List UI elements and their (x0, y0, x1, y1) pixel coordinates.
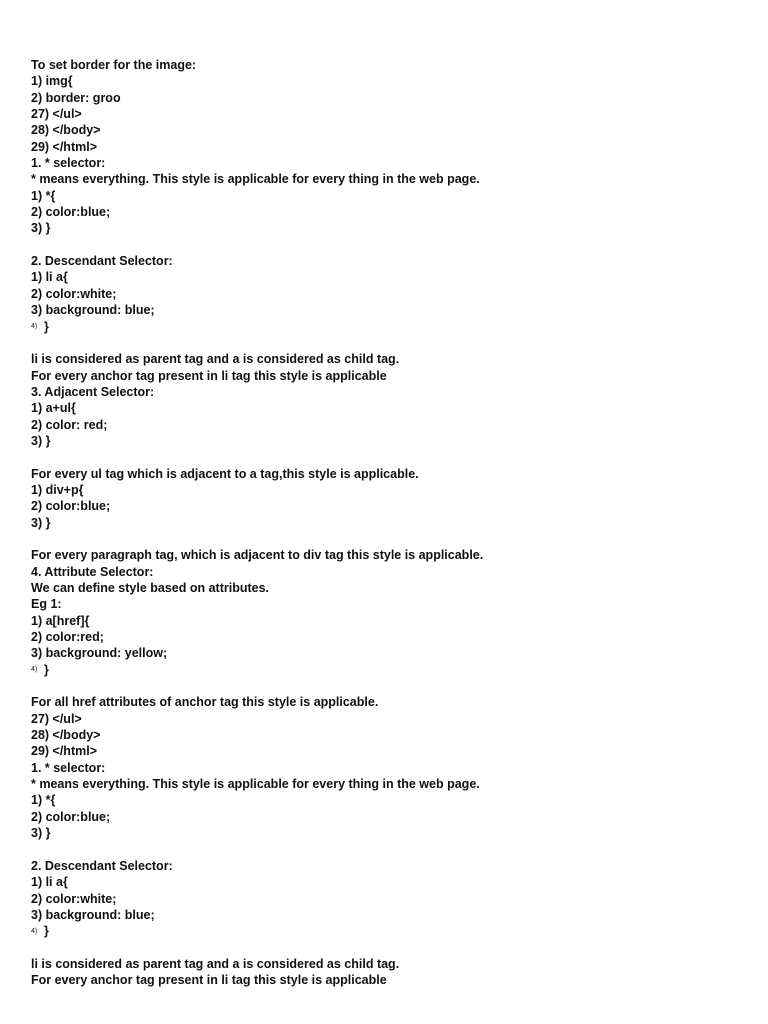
text-line: For every paragraph tag, which is adjacent to div tag this style is applicable. (31, 548, 484, 563)
text-line: 1) *{ (31, 188, 56, 203)
blank-line (31, 449, 751, 465)
text-line: 3) background: blue; (31, 907, 155, 922)
list-marker: 4) (31, 927, 38, 935)
text-line: 1) div+p{ (31, 482, 84, 497)
text-line: 2) color:blue; (31, 499, 111, 514)
text-line: For every anchor tag present in li tag this style is applicable (31, 973, 387, 988)
document-page (31, 57, 751, 989)
text-line: We can define style based on attributes. (31, 581, 270, 595)
text-line: 29) </html> (31, 139, 97, 154)
text-line: 1) img{ (31, 74, 73, 89)
text-line: 2) color:blue; (31, 809, 111, 824)
blank-line (31, 940, 751, 956)
blank-line (31, 531, 751, 547)
text-line: 27) </ul> (31, 107, 82, 122)
text-line (31, 662, 751, 678)
text-line: For all href attributes of anchor tag this style is applicable. (31, 695, 379, 710)
text-line: 3) } (31, 221, 51, 236)
text-line: Eg 1: (31, 597, 62, 612)
text-line: 27) </ul> (31, 711, 82, 726)
text-line: li is considered as parent tag and a is considered as child tag. (31, 352, 400, 367)
text-line: * means everything. This style is applicable for every thing in the web page. (31, 172, 480, 187)
text-line: 28) </body> (31, 123, 101, 138)
blank-line (31, 335, 751, 351)
list-marker: 4) (31, 666, 38, 674)
text-line: 3) } (31, 826, 51, 841)
line-content: } (44, 924, 49, 939)
text-line: 2) color: red; (31, 417, 108, 432)
text-line: 3) background: blue; (31, 303, 155, 318)
text-line: 1) *{ (31, 793, 56, 808)
text-line: li is considered as parent tag and a is considered as child tag. (31, 956, 400, 971)
text-line: To set border for the image: (31, 58, 197, 72)
text-line: 1. * selector: (31, 760, 106, 775)
text-line: 2) color:white; (31, 891, 117, 906)
blank-line (31, 678, 751, 694)
text-line: 4. Attribute Selector: (31, 564, 154, 579)
text-line: 3) background: yellow; (31, 646, 168, 661)
text-line: 28) </body> (31, 728, 101, 743)
text-line: 29) </html> (31, 744, 97, 759)
list-marker: 4) (31, 323, 38, 331)
text-line: 2) color:red; (31, 630, 104, 645)
text-line (31, 923, 751, 939)
text-line: 3) } (31, 433, 51, 448)
text-line: 1) a[href]{ (31, 613, 90, 628)
blank-line (31, 237, 751, 253)
line-content: } (44, 319, 49, 334)
text-line: 3) } (31, 515, 51, 530)
line-content: } (44, 662, 49, 677)
text-line: * means everything. This style is applicable for every thing in the web page. (31, 777, 480, 792)
text-line: 2) border: groo (31, 90, 121, 105)
text-line: 1) li a{ (31, 270, 68, 285)
text-line: 2) color:blue; (31, 205, 111, 220)
text-line: 3. Adjacent Selector: (31, 384, 155, 399)
text-line: For every ul tag which is adjacent to a tag,this style is applicable. (31, 466, 419, 481)
text-line: 1. * selector: (31, 156, 106, 171)
text-line: 2. Descendant Selector: (31, 858, 173, 873)
blank-line (31, 842, 751, 858)
text-line (31, 319, 751, 335)
text-line: 1) a+ul{ (31, 401, 76, 416)
text-line: 2) color:white; (31, 286, 117, 301)
text-line: 2. Descendant Selector: (31, 254, 173, 269)
text-line: For every anchor tag present in li tag this style is applicable (31, 368, 387, 383)
text-line: 1) li a{ (31, 875, 68, 890)
